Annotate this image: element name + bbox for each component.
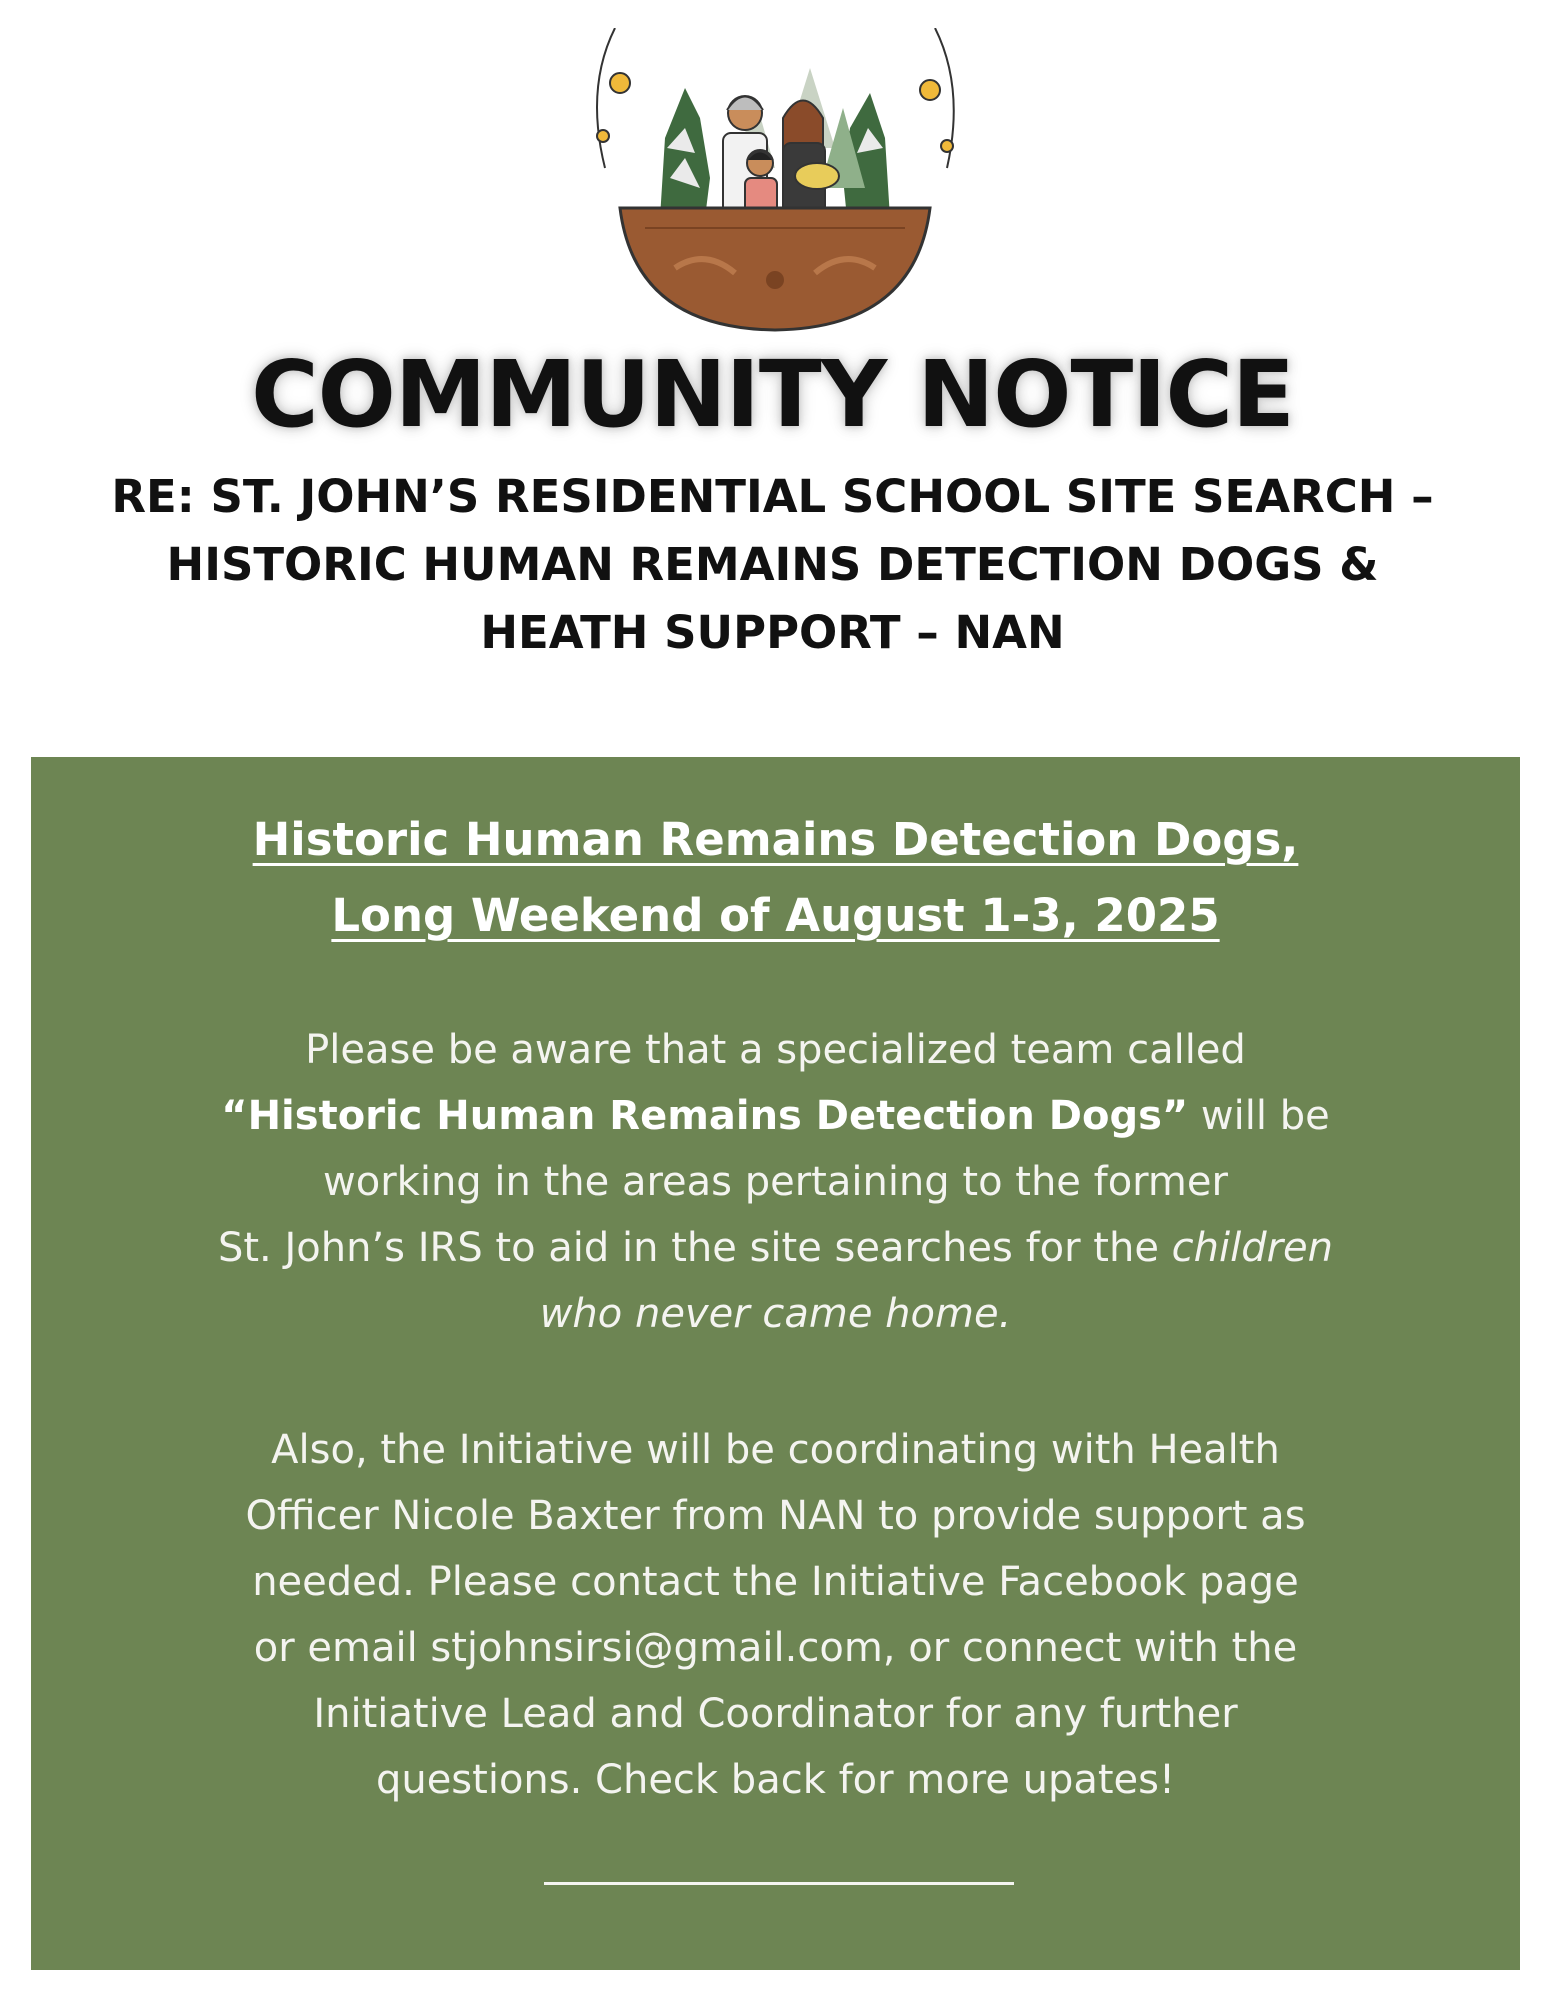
notice-subtitle [40,463,1505,667]
emphasis-text: who never came home. [539,1291,1012,1337]
subtitle-line: RE: ST. JOHN’S RESIDENTIAL SCHOOL SITE SEARCH – [111,470,1434,523]
paragraph-fragment: will be [1188,1093,1330,1139]
notice-panel [31,757,1520,1970]
paragraph-line: Officer Nicole Baxter from NAN to provide support as [245,1493,1306,1539]
paragraph-line: Initiative Lead and Coordinator for any further [313,1691,1238,1737]
page-title: COMMUNITY NOTICE [251,341,1294,448]
panel-heading-line: Historic Human Remains Detection Dogs, [252,813,1299,866]
paragraph-fragment: St. John’s IRS to aid in the site searches for the [217,1225,1172,1271]
detection-dogs-paragraph [91,1017,1460,1347]
paragraph-line: Please be aware that a specialized team called [305,1027,1246,1073]
paragraph-line: working in the areas pertaining to the former [323,1159,1228,1205]
divider-line [544,1882,1014,1885]
subtitle-line: HEATH SUPPORT – NAN [480,606,1065,659]
panel-heading [31,802,1520,954]
paragraph-line [91,1083,1460,1149]
paragraph-line: needed. Please contact the Initiative Facebook page [252,1559,1299,1605]
panel-heading-line: Long Weekend of August 1-3, 2025 [331,889,1220,942]
emphasis-text: children [1171,1225,1334,1271]
health-support-paragraph [91,1417,1460,1813]
paragraph-line [91,1215,1460,1281]
paragraph-line: questions. Check back for more upates! [375,1757,1176,1803]
paragraph-line: Also, the Initiative will be coordinating with Health [271,1427,1280,1473]
family-in-canoe-logo-icon [585,28,965,338]
subtitle-line: HISTORIC HUMAN REMAINS DETECTION DOGS & [166,538,1379,591]
team-name: “Historic Human Remains Detection Dogs” [221,1093,1189,1139]
paragraph-line: or email stjohnsirsi@gmail.com, or connect with the [253,1625,1298,1671]
